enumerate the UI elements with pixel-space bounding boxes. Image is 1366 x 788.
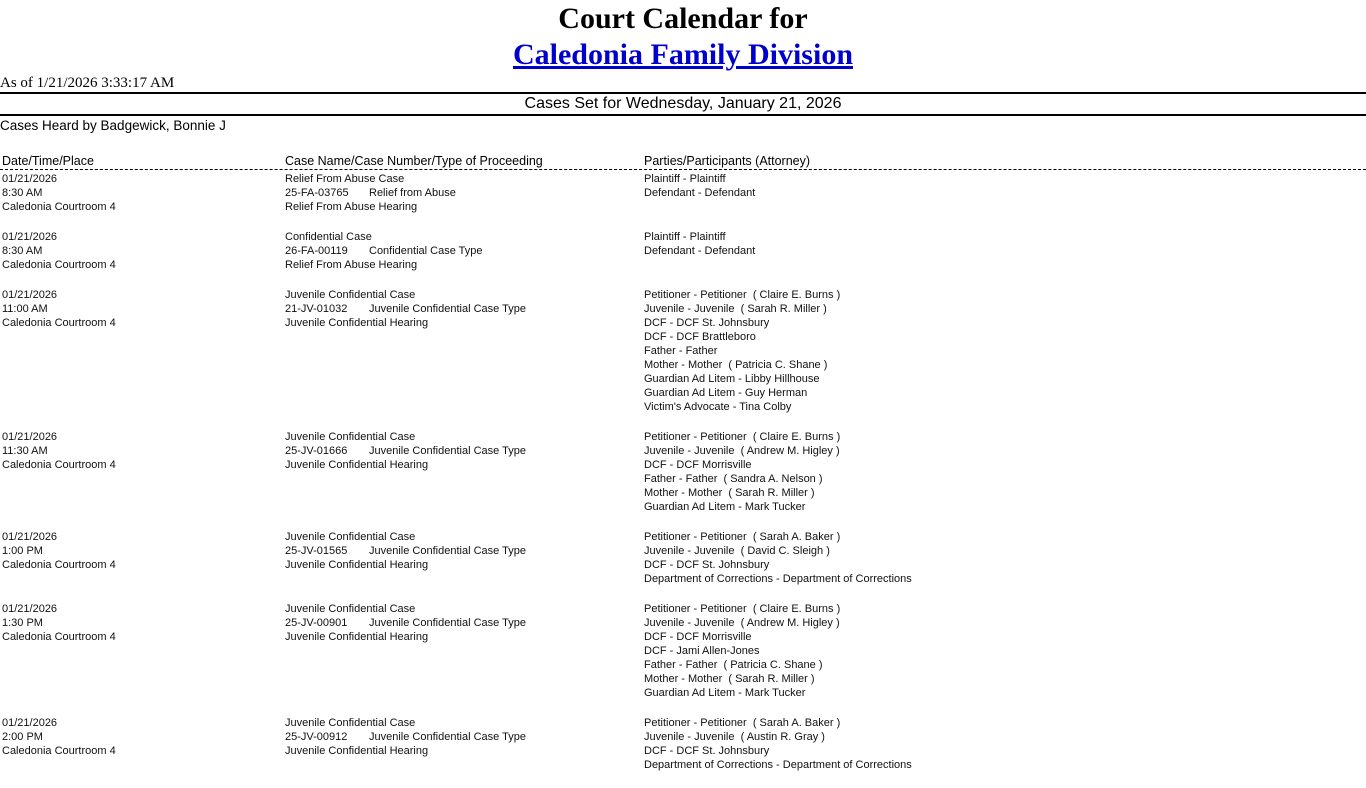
judge-heading: Cases Heard by Badgewick, Bonnie J (0, 118, 226, 133)
case-number-line (285, 244, 483, 258)
proceeding-type: Juvenile Confidential Hearing (285, 559, 429, 571)
party-entry: Victim's Advocate - Tina Colby (644, 401, 792, 413)
case-type: Juvenile Confidential Case Type (369, 545, 526, 557)
party-entry: Juvenile - Juvenile ( Sarah R. Miller ) (644, 303, 827, 315)
case-row (0, 602, 1366, 716)
column-header-date-time-place: Date/Time/Place (2, 154, 94, 168)
as-of-timestamp: As of 1/21/2026 3:33:17 AM (0, 75, 175, 91)
case-number: 25-JV-01666 (285, 445, 348, 457)
case-name: Juvenile Confidential Case (285, 289, 416, 301)
case-number-line (285, 616, 526, 630)
hearing-place: Caledonia Courtroom 4 (2, 745, 116, 757)
proceeding-type: Relief From Abuse Hearing (285, 201, 418, 213)
hearing-time: 1:30 PM (2, 617, 43, 629)
party-entry: DCF - DCF Morrisville (644, 631, 752, 643)
column-header-parties: Parties/Participants (Attorney) (644, 154, 811, 168)
division-link[interactable]: Caledonia Family Division (512, 38, 854, 71)
cases-set-for-banner: Cases Set for Wednesday, January 21, 2026 (0, 92, 1366, 116)
case-number: 25-JV-01565 (285, 545, 348, 557)
hearing-time: 1:00 PM (2, 545, 43, 557)
party-entry: Petitioner - Petitioner ( Sarah A. Baker ) (644, 717, 841, 729)
page-header (0, 0, 1366, 73)
case-name: Relief From Abuse Case (285, 173, 405, 185)
case-row (0, 530, 1366, 602)
parties-cell (644, 288, 840, 414)
party-entry: Petitioner - Petitioner ( Sarah A. Baker ) (644, 531, 841, 543)
case-info-cell (285, 430, 526, 472)
case-info-cell (285, 530, 526, 572)
hearing-date: 01/21/2026 (2, 231, 58, 243)
hearing-date: 01/21/2026 (2, 289, 58, 301)
proceeding-type: Juvenile Confidential Hearing (285, 459, 429, 471)
date-time-place-cell (2, 230, 116, 272)
date-time-place-cell (2, 430, 116, 472)
case-type: Juvenile Confidential Case Type (369, 445, 526, 457)
hearing-time: 11:30 AM (2, 445, 48, 457)
party-entry: Petitioner - Petitioner ( Claire E. Burns ) (644, 431, 841, 443)
parties-cell (644, 602, 840, 700)
party-entry: Guardian Ad Litem - Guy Herman (644, 387, 808, 399)
hearing-time: 8:30 AM (2, 187, 43, 199)
case-number-line (285, 444, 526, 458)
case-name: Juvenile Confidential Case (285, 531, 416, 543)
case-type: Confidential Case Type (369, 245, 483, 257)
date-time-place-cell (2, 602, 116, 644)
case-name: Juvenile Confidential Case (285, 431, 416, 443)
hearing-time: 2:00 PM (2, 731, 43, 743)
parties-cell (644, 172, 755, 200)
case-number-line (285, 186, 456, 200)
party-entry: DCF - DCF St. Johnsbury (644, 317, 770, 329)
column-header-case-info: Case Name/Case Number/Type of Proceeding (285, 154, 543, 168)
case-info-cell (285, 172, 456, 214)
column-headers (0, 154, 1366, 170)
hearing-date: 01/21/2026 (2, 431, 58, 443)
parties-cell (644, 430, 840, 514)
case-row (0, 716, 1366, 788)
hearing-place: Caledonia Courtroom 4 (2, 459, 116, 471)
date-time-place-cell (2, 716, 116, 758)
parties-cell (644, 716, 912, 772)
page-title: Court Calendar for (558, 2, 808, 35)
date-time-place-cell (2, 172, 116, 214)
party-entry: Juvenile - Juvenile ( David C. Sleigh ) (644, 545, 830, 557)
hearing-place: Caledonia Courtroom 4 (2, 559, 116, 571)
case-list (0, 172, 1366, 788)
hearing-date: 01/21/2026 (2, 531, 58, 543)
case-row (0, 230, 1366, 288)
party-entry: Petitioner - Petitioner ( Claire E. Burns ) (644, 289, 841, 301)
hearing-date: 01/21/2026 (2, 717, 58, 729)
party-entry: Father - Father (644, 345, 718, 357)
case-number-line (285, 730, 526, 744)
case-number-line (285, 544, 526, 558)
proceeding-type: Relief From Abuse Hearing (285, 259, 418, 271)
case-number: 21-JV-01032 (285, 303, 348, 315)
party-entry: Juvenile - Juvenile ( Austin R. Gray ) (644, 731, 825, 743)
party-entry: Department of Corrections - Department of Corrections (644, 759, 912, 771)
case-number: 25-JV-00912 (285, 731, 348, 743)
party-entry: DCF - DCF Morrisville (644, 459, 752, 471)
case-row (0, 430, 1366, 530)
party-entry: Defendant - Defendant (644, 245, 756, 257)
party-entry: Plaintiff - Plaintiff (644, 231, 726, 243)
party-entry: DCF - DCF Brattleboro (644, 331, 756, 343)
case-type: Juvenile Confidential Case Type (369, 731, 526, 743)
party-entry: DCF - DCF St. Johnsbury (644, 559, 770, 571)
case-name: Juvenile Confidential Case (285, 717, 416, 729)
party-entry: DCF - DCF St. Johnsbury (644, 745, 770, 757)
party-entry: Guardian Ad Litem - Mark Tucker (644, 501, 806, 513)
case-info-cell (285, 716, 526, 758)
parties-cell (644, 230, 755, 258)
proceeding-type: Juvenile Confidential Hearing (285, 631, 429, 643)
party-entry: Father - Father ( Sandra A. Nelson ) (644, 473, 823, 485)
party-entry: Defendant - Defendant (644, 187, 756, 199)
parties-cell (644, 530, 912, 586)
case-number: 26-FA-00119 (285, 245, 348, 257)
hearing-time: 8:30 AM (2, 245, 43, 257)
proceeding-type: Juvenile Confidential Hearing (285, 745, 429, 757)
hearing-place: Caledonia Courtroom 4 (2, 201, 116, 213)
case-number: 25-JV-00901 (285, 617, 348, 629)
party-entry: Father - Father ( Patricia C. Shane ) (644, 659, 823, 671)
case-type: Juvenile Confidential Case Type (369, 303, 526, 315)
case-info-cell (285, 230, 483, 272)
party-entry: Department of Corrections - Department of Corrections (644, 573, 912, 585)
hearing-place: Caledonia Courtroom 4 (2, 259, 116, 271)
party-entry: Mother - Mother ( Sarah R. Miller ) (644, 673, 815, 685)
division-title (0, 37, 1366, 73)
party-entry: Mother - Mother ( Sarah R. Miller ) (644, 487, 815, 499)
case-name: Juvenile Confidential Case (285, 603, 416, 615)
case-info-cell (285, 602, 526, 644)
case-name: Confidential Case (285, 231, 372, 243)
party-entry: Petitioner - Petitioner ( Claire E. Burns ) (644, 603, 841, 615)
party-entry: Plaintiff - Plaintiff (644, 173, 726, 185)
hearing-place: Caledonia Courtroom 4 (2, 317, 116, 329)
party-entry: DCF - Jami Allen-Jones (644, 645, 760, 657)
case-number: 25-FA-03765 (285, 187, 349, 199)
party-entry: Juvenile - Juvenile ( Andrew M. Higley ) (644, 617, 840, 629)
party-entry: Juvenile - Juvenile ( Andrew M. Higley ) (644, 445, 840, 457)
hearing-date: 01/21/2026 (2, 603, 58, 615)
party-entry: Guardian Ad Litem - Mark Tucker (644, 687, 806, 699)
case-info-cell (285, 288, 526, 330)
hearing-place: Caledonia Courtroom 4 (2, 631, 116, 643)
date-time-place-cell (2, 530, 116, 572)
party-entry: Mother - Mother ( Patricia C. Shane ) (644, 359, 828, 371)
date-time-place-cell (2, 288, 116, 330)
case-type: Juvenile Confidential Case Type (369, 617, 526, 629)
case-type: Relief from Abuse (369, 187, 456, 199)
proceeding-type: Juvenile Confidential Hearing (285, 317, 429, 329)
case-number-line (285, 302, 526, 316)
hearing-time: 11:00 AM (2, 303, 48, 315)
hearing-date: 01/21/2026 (2, 173, 58, 185)
case-row (0, 172, 1366, 230)
party-entry: Guardian Ad Litem - Libby Hillhouse (644, 373, 820, 385)
case-row (0, 288, 1366, 430)
